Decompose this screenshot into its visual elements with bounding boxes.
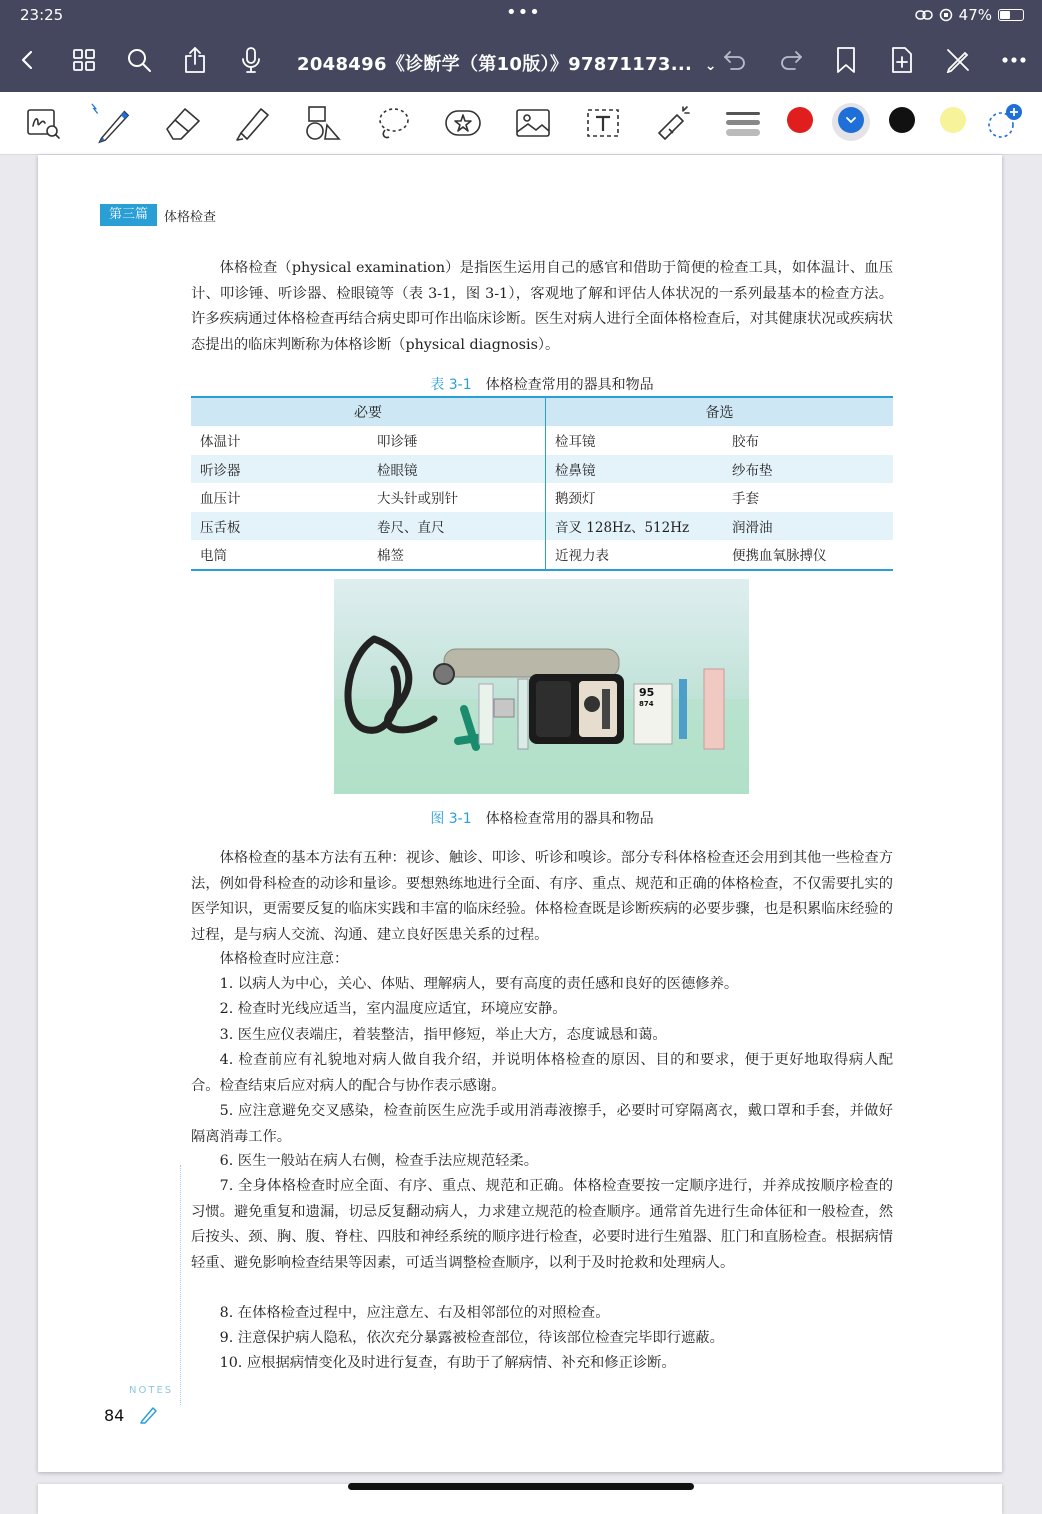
table-cell: 血压计 (200, 491, 241, 508)
more-icon[interactable] (998, 44, 1030, 76)
color-swatch-blue[interactable] (838, 107, 864, 133)
table-cell: 胶布 (732, 434, 759, 451)
color-swatch-black[interactable] (889, 107, 915, 133)
table-cell: 便携血氧脉搏仪 (723, 540, 893, 570)
microphone-icon[interactable] (235, 44, 267, 76)
notes-label: NOTES (129, 1385, 174, 1396)
ruler (479, 684, 493, 744)
notes-intro: 体格检查时应注意： (219, 951, 349, 967)
list-item: 10. 应根据病情变化及时进行复查，有助于了解病情、补充和修正诊断。 (219, 1355, 676, 1371)
color-swatch-yellow[interactable] (940, 107, 966, 133)
add-page-icon[interactable] (886, 44, 918, 76)
figure-caption-number: 图 3-1 (430, 811, 472, 827)
table-cell: 体温计 (200, 434, 241, 451)
pen-disable-icon[interactable] (942, 44, 974, 76)
table-cell: 纱布垫 (723, 455, 893, 484)
thumbnails-grid-icon[interactable] (68, 44, 100, 76)
stroke-width-icon[interactable] (722, 102, 764, 144)
text-box-icon[interactable] (582, 102, 624, 144)
multitasking-dots[interactable]: ••• (506, 2, 541, 23)
table-cell: 鹅颈灯 (546, 483, 724, 512)
table-cell: 检眼镜 (368, 455, 546, 484)
orientation-lock-icon (939, 8, 953, 22)
document-title[interactable]: 2048496《诊断学（第10版）》97871173... ⌄ (297, 54, 717, 75)
link-icon (915, 9, 933, 21)
notes-pencil-icon (139, 1404, 159, 1424)
table-row (191, 455, 893, 484)
figure-caption-text: 体格检查常用的器具和物品 (485, 811, 654, 827)
scale-ruler (518, 679, 528, 749)
table-cell: 电筒 (191, 540, 368, 570)
table-row (191, 540, 893, 570)
list-item: 3. 医生应仪表端庄，着装整洁，指甲修短，举止大方，态度诚恳和蔼。 (219, 1027, 667, 1043)
list-item: 8. 在体格检查过程中，应注意左、右及相邻部位的对照检查。 (219, 1305, 610, 1321)
table-header-required: 必要 (191, 397, 546, 426)
pen-light (679, 679, 687, 739)
status-time: 23:25 (20, 6, 64, 24)
undo-icon[interactable] (719, 44, 751, 76)
table-cell: 卷尺、直尺 (368, 512, 546, 541)
table-row (191, 483, 893, 512)
battery-icon (998, 9, 1024, 21)
section-title: 体格检查 (164, 210, 217, 225)
pen-tool-icon[interactable] (90, 102, 132, 144)
list-item: 1. 以病人为中心，关心、体贴、理解病人，要有高度的责任感和良好的医德修养。 (219, 976, 739, 992)
lasso-icon[interactable] (372, 102, 414, 144)
page-number: 84 (104, 1406, 125, 1425)
notes-margin-line (180, 1165, 181, 1405)
add-color-icon[interactable] (982, 102, 1024, 144)
equipment-photo (334, 579, 749, 794)
list-item: 2. 检查时光线应适当，室内温度应适宜，环境应安静。 (219, 1001, 567, 1017)
table-caption-text: 体格检查常用的器具和物品 (485, 377, 654, 393)
table-caption (191, 374, 893, 394)
top-navigation-bar (0, 30, 1042, 92)
color-swatch-red[interactable] (787, 107, 813, 133)
instrument-case (444, 649, 619, 677)
tape-measure (494, 699, 514, 717)
table-caption-number: 表 3-1 (430, 377, 472, 393)
intro-paragraph: 体格检查（physical examination）是指医生运用自己的感官和借助于简便的检查工具，如体温计、血压计、叩诊锤、听诊器、检眼镜等（表 3-1，图 3-1），客观地了解和评估人体状况的一系列最基本的检查方法。许多疾病通过体格检查再结合病史即可作出临床诊断。医生对病人进行全面体格检查后，对其健康状况或疾病状态提出的临床判断称为体格诊断（physical diagnosis）。 (191, 260, 893, 353)
table-header-optional: 备选 (546, 397, 894, 426)
title-chevron-down-icon[interactable]: ⌄ (704, 58, 717, 74)
thermometer-box (704, 669, 724, 749)
table-row (191, 512, 893, 541)
back-icon[interactable] (12, 44, 44, 76)
figure-caption (191, 808, 893, 828)
table-row (191, 426, 893, 455)
battery-percent: 47% (958, 6, 992, 24)
zoom-writing-icon[interactable] (22, 102, 64, 144)
table-cell: 检耳镜 (546, 426, 724, 455)
list-item: 6. 医生一般站在病人右侧，检查手法应规范轻柔。 (219, 1153, 539, 1169)
shapes-icon[interactable] (302, 102, 344, 144)
svg-text:95874: 95 874 (639, 686, 655, 708)
sticker-icon[interactable] (442, 102, 484, 144)
image-icon[interactable] (512, 102, 554, 144)
table-cell: 听诊器 (191, 455, 368, 484)
redo-icon[interactable] (775, 44, 807, 76)
bookmark-icon[interactable] (830, 44, 862, 76)
table-cell: 检鼻镜 (546, 455, 724, 484)
status-bar (0, 0, 1042, 30)
share-icon[interactable] (179, 44, 211, 76)
table-cell: 叩诊锤 (377, 434, 418, 451)
list-item: 5. 应注意避免交叉感染，检查前医生应洗手或用消毒液擦手，必要时可穿隔离衣，戴口罩和手套，并做好隔离消毒工作。 (191, 1103, 893, 1145)
table-cell: 大头针或别针 (377, 491, 458, 508)
equipment-table (191, 396, 893, 571)
laser-pointer-icon[interactable] (652, 102, 694, 144)
table-cell: 近视力表 (546, 540, 724, 570)
list-item: 4. 检查前应有礼貌地对病人做自我介绍，并说明体格检查的原因、目的和要求，便于更好地取得病人配合。检查结束后应对病人的配合与协作表示感谢。 (191, 1052, 893, 1094)
list-item: 9. 注意保护病人隐私，依次充分暴露被检查部位，待该部位检查完毕即行遮蔽。 (219, 1330, 724, 1346)
table-header-row (191, 397, 893, 426)
table-cell: 润滑油 (723, 512, 893, 541)
eraser-icon[interactable] (162, 102, 204, 144)
annotation-toolbar (0, 92, 1042, 155)
search-icon[interactable] (123, 44, 155, 76)
stethoscope-chestpiece (434, 664, 454, 684)
list-item: 7. 全身体格检查时应全面、有序、重点、规范和正确。体格检查要按一定顺序进行，并养成按顺序检查的习惯。避免重复和遗漏，切忌反复翻动病人，力求建立规范的检查顺序。通常首先进行生命体征和一般检查，然后按头、颈、胸、腹、脊柱、四肢和神经系统的顺序进行检查，必要时进行生殖器、肛门和直肠检查。根据病情轻重、避免影响检查结果等因素，可适当调整检查顺序，以利于及时抢救和处理病人。 (191, 1178, 893, 1271)
table-cell: 手套 (732, 491, 759, 508)
status-right (915, 6, 1024, 24)
chevron-down-icon (845, 116, 857, 124)
highlighter-icon[interactable] (232, 102, 274, 144)
table-cell: 压舌板 (191, 512, 368, 541)
home-indicator[interactable] (348, 1483, 694, 1490)
table-cell: 棉签 (368, 540, 546, 570)
section-badge: 第三篇 (100, 204, 157, 226)
methods-paragraph: 体格检查的基本方法有五种：视诊、触诊、叩诊、听诊和嗅诊。部分专科体格检查还会用到其他一些检查方法，例如骨科检查的动诊和量诊。要想熟练地进行全面、有序、重点、规范和正确的体格检查，不仅需要扎实的医学知识，更需要反复的临床实践和丰富的临床经验。体格检查既是诊断疾病的必要步骤，也是积累临床经验的过程，是与病人交流、沟通、建立良好医患关系的过程。 (191, 850, 893, 943)
table-cell: 音叉 128Hz、512Hz (546, 512, 724, 541)
